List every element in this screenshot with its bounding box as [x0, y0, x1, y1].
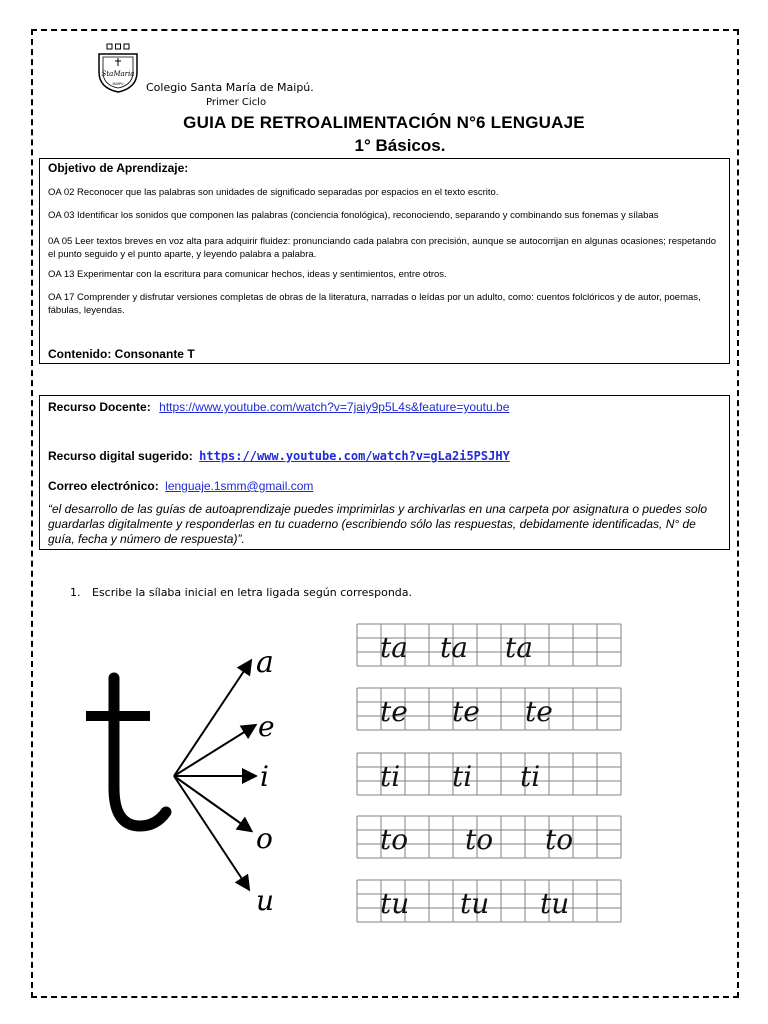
objective-oa02: OA 02 Reconocer que las palabras son unidades de significado separadas por espacios en el texto escrito.	[48, 187, 499, 198]
logo-text: StaMaria	[101, 70, 135, 78]
syllable-example: tu	[380, 887, 410, 920]
vowel-u: u	[256, 884, 275, 917]
syllable-example: ta	[440, 631, 468, 664]
exercise-number: 1.	[70, 586, 81, 599]
objective-oa05: 0A 05 Leer textos breves en voz alta para adquirir fluidez: pronunciando cada palabra con precisión, aunque se autocorrijan en algunas ocasiones; respetando el punto seguido y el punto aparte, y leyendo palabra a palabra.	[48, 236, 717, 260]
content-label: Contenido: Consonante T	[48, 347, 195, 361]
syllable-example: ti	[452, 760, 473, 793]
guide-title: GUIA DE RETROALIMENTACIÓN N°6 LENGUAJE	[183, 113, 585, 132]
vowel-o: o	[256, 822, 273, 855]
consonant-vowel-diagram	[62, 628, 302, 918]
syllable-example: ta	[380, 631, 408, 664]
logo-subtext: MAIPU	[112, 82, 124, 86]
objective-oa17: OA 17 Comprender y disfrutar versiones completas de obras de la literatura, narradas o leídas por un adulto, como: cuentos folclóricos y de autor, poemas, fábulas, leyendas.	[48, 292, 701, 316]
email-label: Correo electrónico:	[48, 479, 159, 493]
syllable-example: ti	[520, 760, 541, 793]
syllable-example: ta	[505, 631, 533, 664]
objectives-heading: Objetivo de Aprendizaje:	[48, 161, 189, 175]
syllable-example: tu	[460, 887, 490, 920]
vowel-i: i	[260, 760, 269, 793]
syllable-example: to	[380, 823, 409, 856]
teacher-resource-label: Recurso Docente:	[48, 400, 151, 414]
exercise-instruction	[70, 586, 412, 599]
school-crest-logo	[95, 42, 141, 94]
cycle-label: Primer Ciclo	[206, 97, 267, 108]
instructions-note: “el desarrollo de las guías de autoaprendizaje puedes imprimirlas y archivarlas en una carpeta por asignatura o puedes solo guardarlas digitalmente y responderlas en tu cuaderno (escribiendo sólo las respuestas, debidamente identificadas, N° de guía, fecha y número de respuesta)”.	[48, 502, 708, 546]
syllable-example: te	[452, 695, 480, 728]
syllable-example: to	[545, 823, 574, 856]
school-name: Colegio Santa María de Maipú.	[146, 81, 314, 94]
arrow-u	[174, 776, 248, 888]
arrow-a	[174, 662, 250, 776]
objective-oa13: OA 13 Experimentar con la escritura para comunicar hechos, ideas y sentimientos, entre otros.	[48, 269, 447, 280]
arrow-o	[174, 776, 250, 830]
vowel-a: a	[256, 645, 274, 680]
syllable-example: ti	[380, 760, 401, 793]
arrow-e	[174, 726, 254, 776]
consonant-label: t	[122, 648, 123, 649]
exercise-text: Escribe la sílaba inicial en letra ligada según corresponda.	[92, 586, 413, 599]
objective-oa03: OA 03 Identificar los sonidos que componen las palabras (conciencia fonológica), reconociendo, separando y combinando sus fonemas y sílabas	[48, 210, 659, 221]
digital-resource-link[interactable]: https://www.youtube.com/watch?v=gLa2i5PSJHY	[199, 449, 510, 463]
teacher-resource-link[interactable]: https://www.youtube.com/watch?v=7jaiy9p5L4s&feature=youtu.be	[159, 400, 510, 414]
resources-box	[39, 395, 730, 550]
syllable-example: te	[380, 695, 408, 728]
email-link[interactable]: lenguaje.1smm@gmail.com	[165, 479, 314, 493]
syllable-example: to	[465, 823, 494, 856]
syllable-example: te	[525, 695, 553, 728]
digital-resource-label: Recurso digital sugerido:	[48, 449, 193, 463]
syllable-example: tu	[540, 887, 570, 920]
vowel-e: e	[258, 710, 275, 743]
guide-subtitle: 1° Básicos.	[354, 136, 446, 155]
cursive-t-stem	[114, 678, 166, 826]
objectives-box	[39, 158, 730, 364]
